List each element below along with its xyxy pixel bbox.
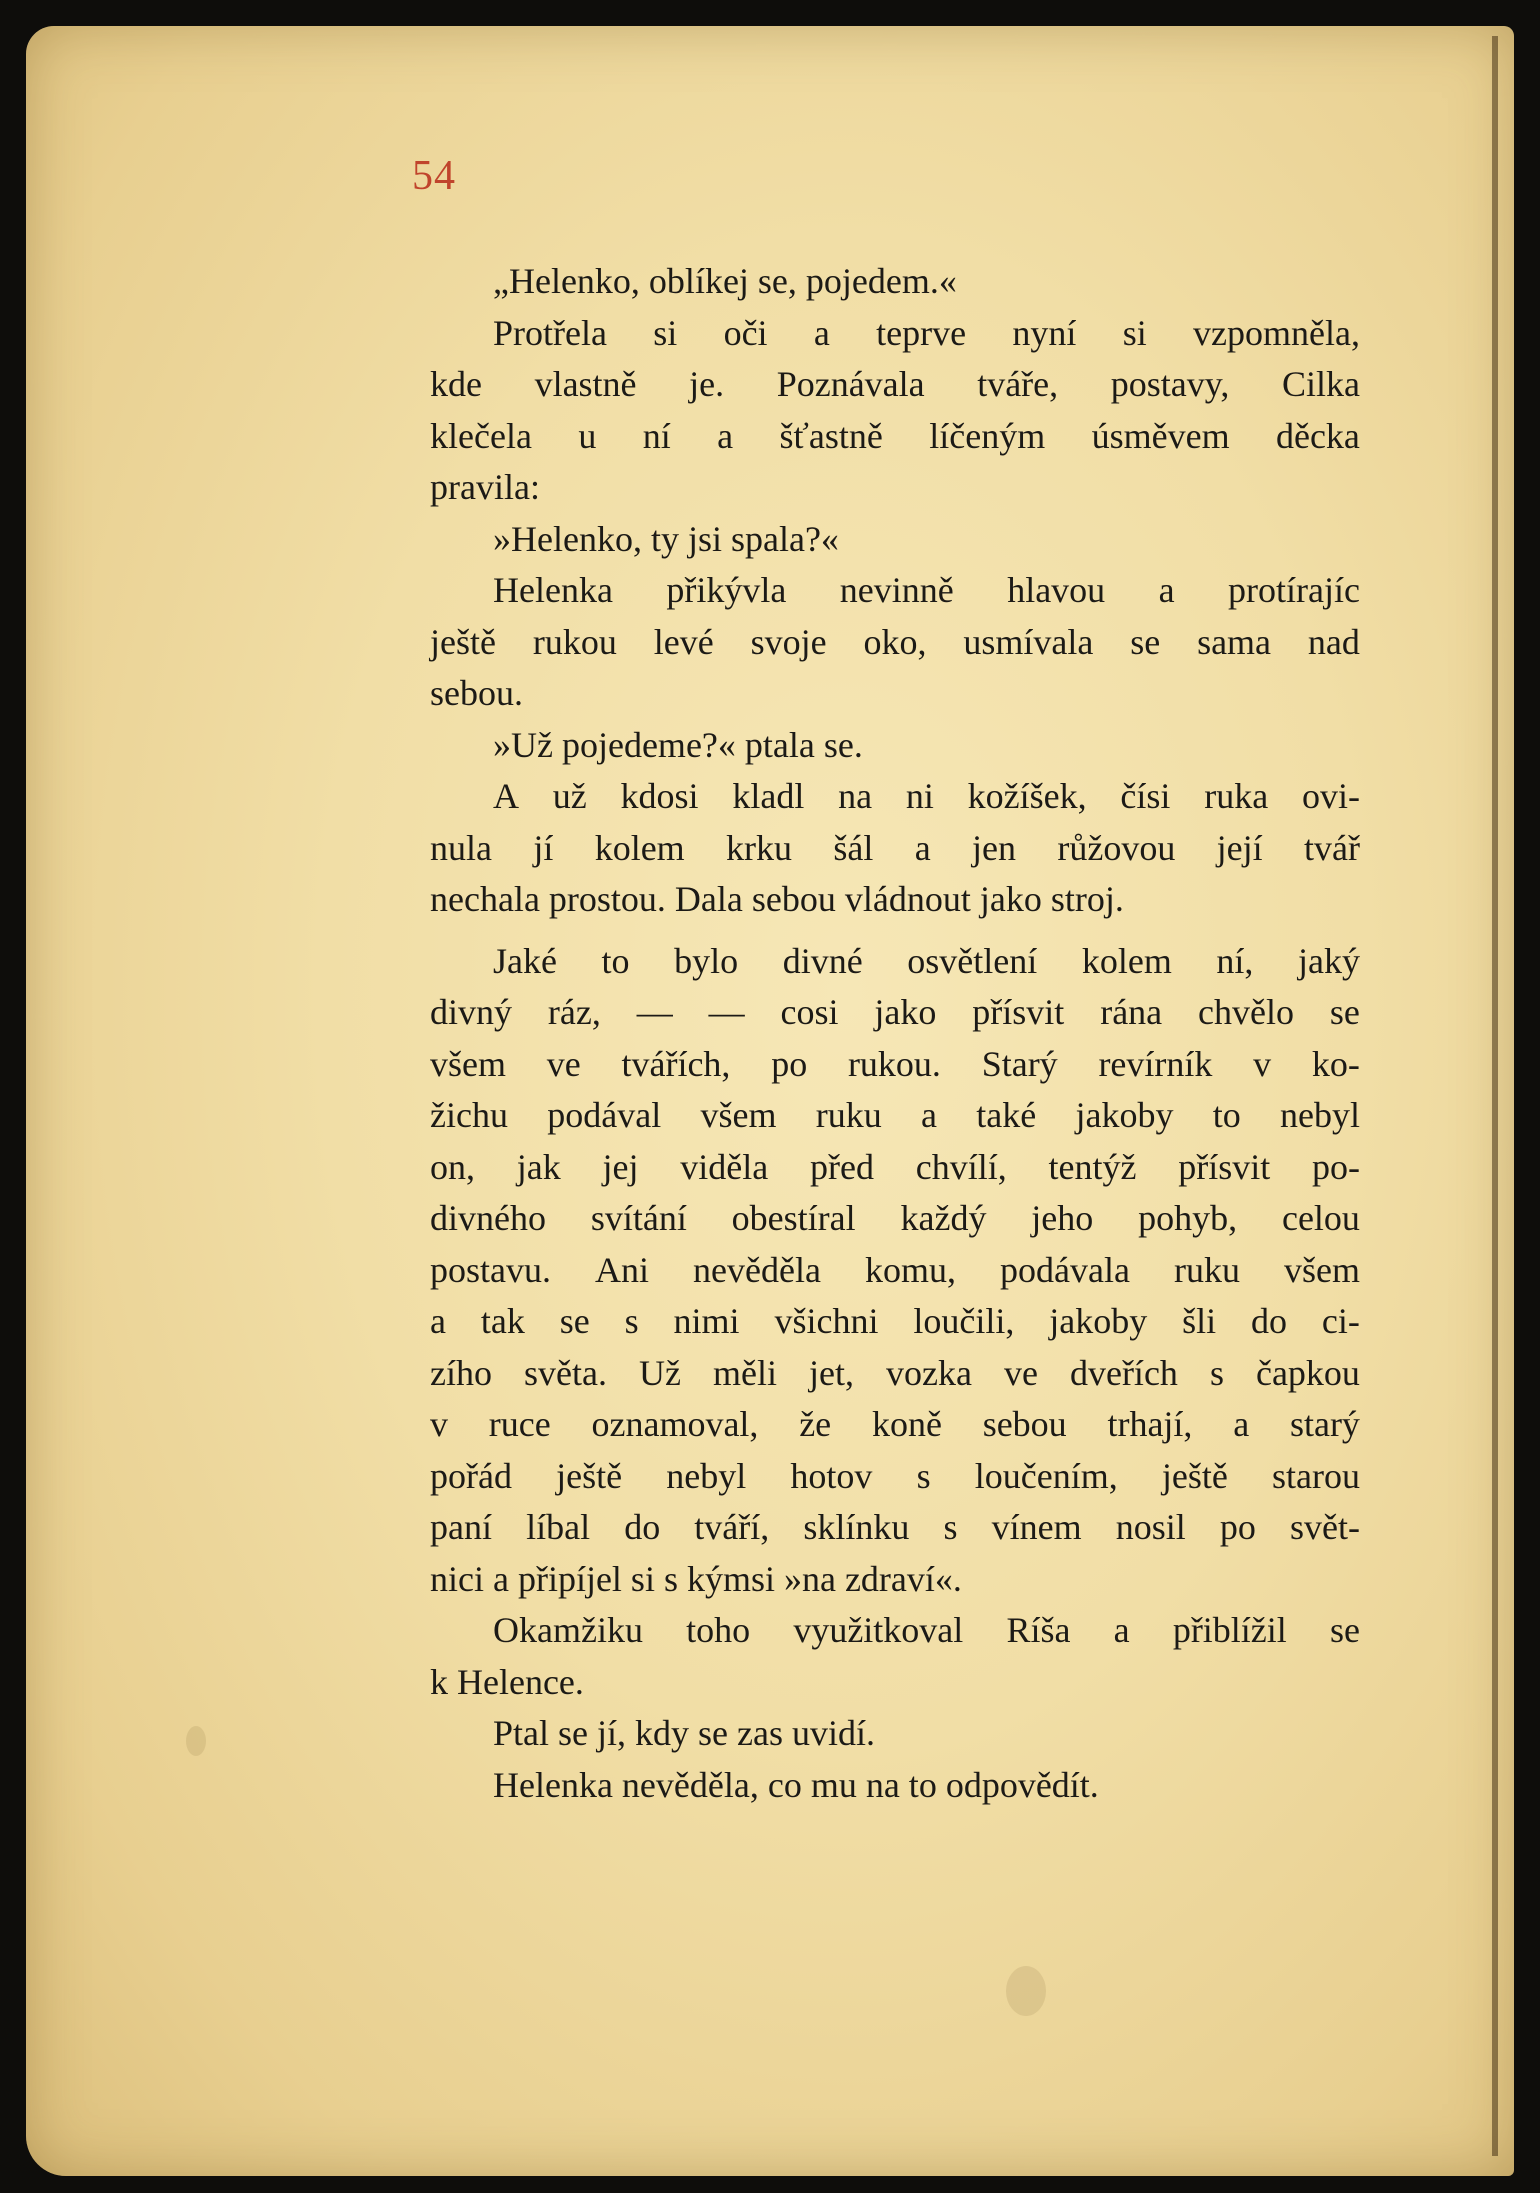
text-line: nici a připíjel si s kýmsi »na zdraví«. <box>430 1558 962 1599</box>
text-line: „Helenko, oblíkej se, pojedem.« <box>493 261 957 301</box>
page-stain <box>1006 1966 1046 2016</box>
text-line: divný ráz, — — cosi jako přísvit rána chvělo se <box>430 992 1360 1032</box>
text-line: divného svítání obestíral každý jeho pohyb, celou <box>430 1198 1360 1238</box>
text-line: nula jí kolem krku šál a jen růžovou její tvář <box>430 827 1360 868</box>
text-line: klečela u ní a šťastně líčeným úsměvem děcka <box>430 415 1360 456</box>
text-line: paní líbal do tváří, sklínku s vínem nosil po svět- <box>430 1507 1360 1547</box>
text-line: žichu podával všem ruku a také jakoby to nebyl <box>430 1095 1360 1135</box>
page-text <box>430 256 1360 1811</box>
text-line: postavu. Ani nevěděla komu, podávala ruku všem <box>430 1249 1360 1290</box>
text-line: Okamžiku toho využitkoval Ríša a přiblížil se <box>493 1610 1360 1650</box>
text-line: Helenka nevěděla, co mu na to odpovědít. <box>493 1764 1099 1805</box>
book-page <box>26 26 1514 2176</box>
text-line: zího světa. Už měli jet, vozka ve dveřích s čapkou <box>430 1352 1360 1393</box>
text-line: Jaké to bylo divné osvětlení kolem ní, jaký <box>493 940 1360 981</box>
text-line: a tak se s nimi všichni loučili, jakoby šli do ci- <box>430 1301 1360 1341</box>
page-stain <box>186 1726 206 1756</box>
text-line: pravila: <box>430 467 540 507</box>
text-line: Protřela si oči a teprve nyní si vzpomněla, <box>493 312 1360 353</box>
text-line: nechala prostou. Dala sebou vládnout jako stroj. <box>430 879 1124 919</box>
text-line: ještě rukou levé svoje oko, usmívala se sama nad <box>430 621 1360 662</box>
page-number: 54 <box>412 153 456 199</box>
paragraph-gap <box>430 926 1360 936</box>
text-line: sebou. <box>430 673 523 713</box>
text-line: k Helence. <box>430 1661 584 1702</box>
text-line: Ptal se jí, kdy se zas uvidí. <box>493 1713 875 1753</box>
text-line: »Helenko, ty jsi spala?« <box>493 518 839 559</box>
text-line: všem ve tvářích, po rukou. Starý revírník v ko- <box>430 1043 1360 1084</box>
text-line: on, jak jej viděla před chvílí, tentýž přísvit po- <box>430 1146 1360 1187</box>
text-line: A už kdosi kladl na ni kožíšek, čísi ruka ovi- <box>493 776 1360 816</box>
text-line: pořád ještě nebyl hotov s loučením, ještě starou <box>430 1455 1360 1496</box>
text-line: Helenka přikývla nevinně hlavou a protírajíc <box>493 570 1360 610</box>
text-line: v ruce oznamoval, že koně sebou trhají, a starý <box>430 1404 1360 1444</box>
text-line: kde vlastně je. Poznávala tváře, postavy, Cilka <box>430 364 1360 404</box>
text-line: »Už pojedeme?« ptala se. <box>493 724 863 765</box>
